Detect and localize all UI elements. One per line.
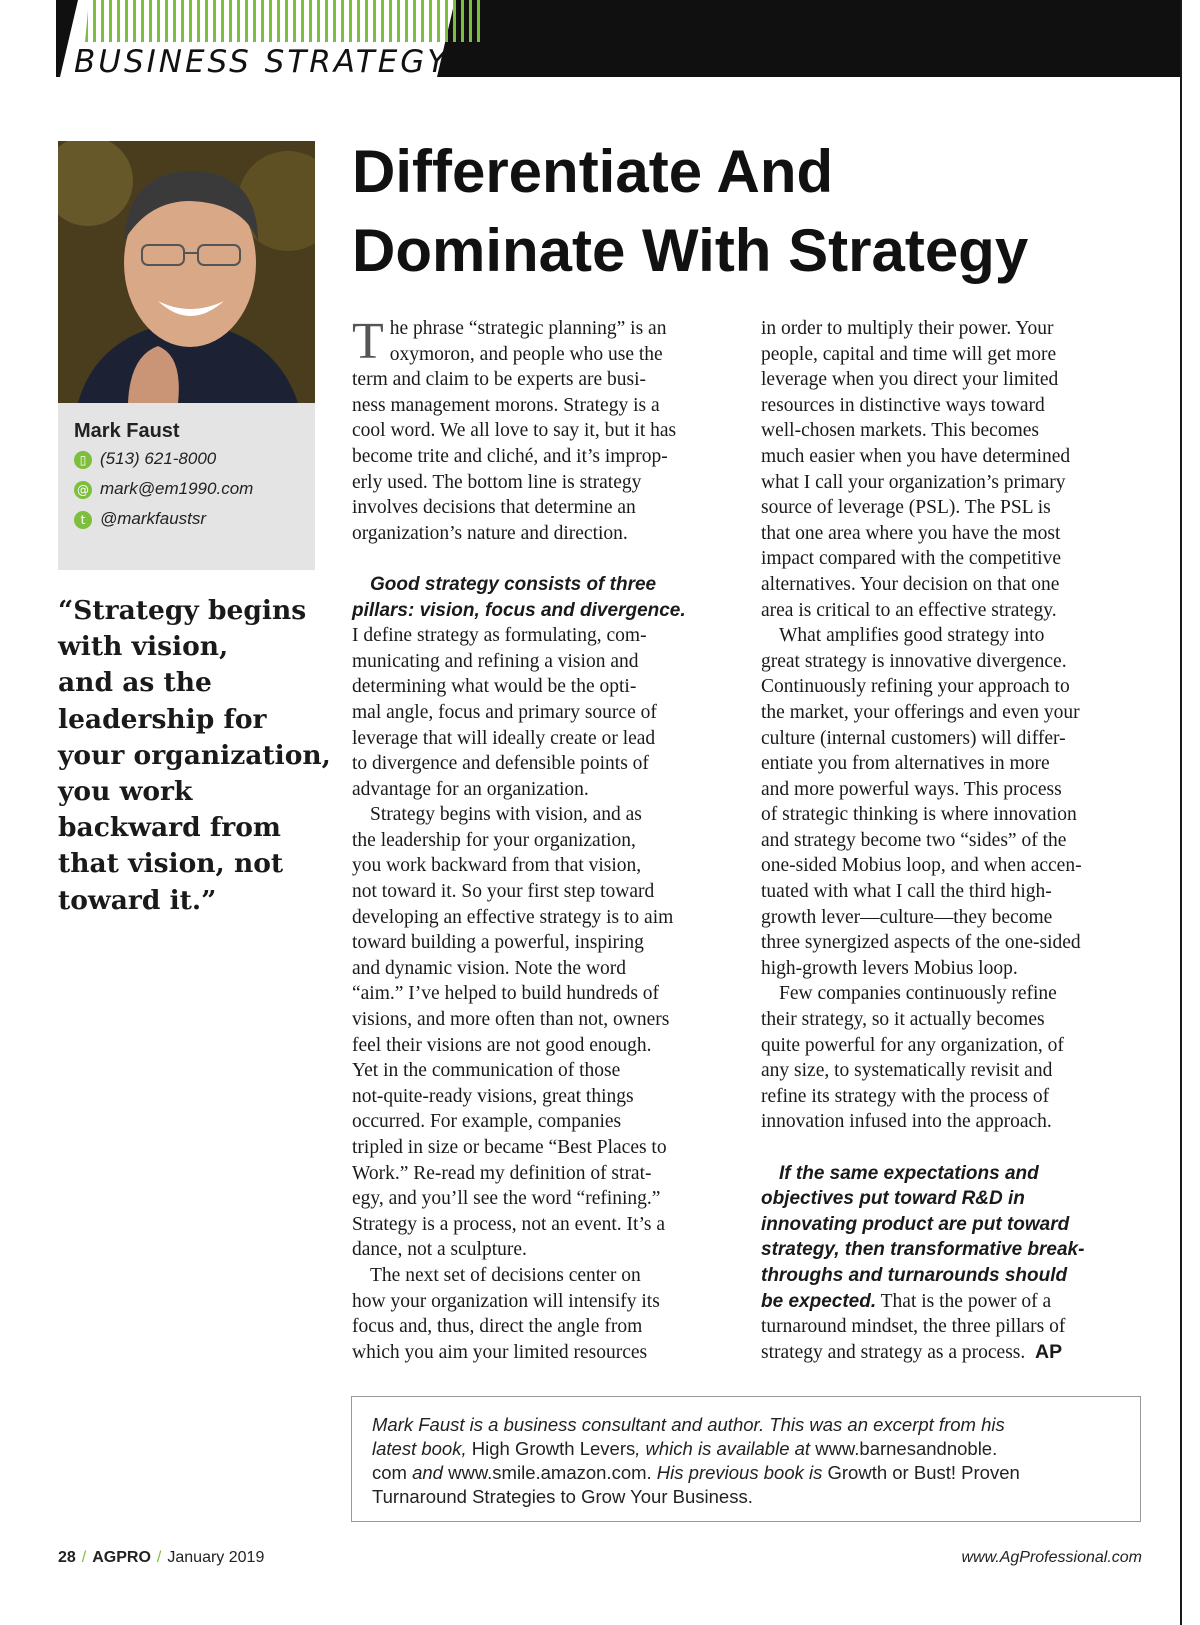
link-barnesandnoble-end[interactable]: com — [372, 1462, 407, 1483]
body-line: much easier when you have determined — [761, 445, 1071, 467]
body-line: tuated with what I call the third high- — [761, 881, 1052, 903]
author-name: Mark Faust — [74, 420, 180, 442]
body-line: turnaround mindset, the three pillars of — [761, 1316, 1066, 1338]
body-line: three synergized aspects of the one-sided — [761, 932, 1081, 954]
body-line: leverage that will ideally create or lead — [352, 727, 656, 749]
section-label: BUSINESS STRATEGY — [74, 44, 450, 80]
pull-quote-line: with vision, — [58, 631, 229, 663]
body-line: one-sided Mobius loop, and when accen- — [761, 855, 1082, 877]
footer-website[interactable]: www.AgProfessional.com — [961, 1549, 1142, 1566]
paragraph-gap — [352, 546, 686, 572]
body-line: what I call your organization’s primary — [761, 471, 1066, 493]
author-portrait-illustration — [58, 141, 315, 403]
lead-in-line: strategy, then transformative break- — [761, 1239, 1085, 1261]
body-line: of strategic thinking is where innovation — [761, 804, 1077, 826]
previous-book-title: Growth or Bust! Proven — [822, 1462, 1020, 1483]
issue-date: January 2019 — [167, 1549, 265, 1566]
separator: / — [156, 1549, 162, 1566]
body-line: involves decisions that determine an — [352, 497, 636, 519]
body-line: to divergence and defensible points of — [352, 753, 649, 775]
lead-in-line: Good strategy consists of three — [370, 573, 657, 595]
email-icon: @ — [74, 481, 92, 499]
pull-quote-line: that vision, not — [58, 848, 284, 880]
body-line: their strategy, so it actually becomes — [761, 1009, 1045, 1031]
bio-text: Mark Faust is a business consultant and author. This was an excerpt from his — [372, 1414, 1005, 1435]
body-line: and more powerful ways. This process — [761, 778, 1062, 800]
body-line: not toward it. So your first step toward — [352, 881, 655, 903]
body-line: determining what would be the opti- — [352, 676, 637, 698]
body-line: Strategy is a process, not an event. It’s a — [352, 1213, 665, 1235]
header-stripes — [85, 0, 485, 42]
body-line: municating and refining a vision and — [352, 650, 639, 672]
pull-quote-line: your organization, — [58, 739, 331, 771]
lead-in-line: pillars: vision, focus and divergence. — [352, 599, 686, 621]
body-line: Few companies continuously refine — [779, 983, 1057, 1005]
magazine-name: AGPRO — [92, 1549, 151, 1566]
twitter-icon: t — [74, 511, 92, 529]
contact-twitter — [74, 508, 206, 530]
body-line: entiate you from alternatives in more — [761, 753, 1050, 775]
body-line: high-growth levers Mobius loop. — [761, 957, 1018, 979]
author-photo — [58, 141, 315, 403]
link-barnesandnoble[interactable]: www.barnesandnoble. — [810, 1438, 998, 1459]
previous-book-title-end: Turnaround Strategies to Grow Your Business. — [372, 1486, 753, 1507]
body-line: What amplifies good strategy into — [779, 625, 1045, 647]
body-line: Continuously refining your approach to — [761, 676, 1070, 698]
author-bio-box — [351, 1396, 1141, 1522]
headline-line: Differentiate And — [352, 138, 834, 205]
body-line: mal angle, focus and primary source of — [352, 701, 657, 723]
body-line: developing an effective strategy is to aim — [352, 906, 674, 928]
body-line: alternatives. Your decision on that one — [761, 573, 1060, 595]
body-line: tripled in size or became “Best Places to — [352, 1137, 667, 1158]
bio-text: latest book, — [372, 1438, 467, 1459]
paragraph-gap — [761, 1135, 1084, 1161]
body-line: source of leverage (PSL). The PSL is — [761, 497, 1051, 519]
body-line: visions, and more often than not, owners — [352, 1009, 670, 1031]
body-line: ness management morons. Strategy is a — [352, 394, 660, 416]
article-headline — [352, 132, 1028, 290]
body-line: cool word. We all love to say it, but it has — [352, 420, 677, 442]
twitter-handle[interactable]: @markfaustsr — [100, 509, 207, 528]
link-amazon[interactable]: www.smile.amazon.com. — [442, 1462, 652, 1483]
body-line: and strategy become two “sides” of the — [761, 829, 1067, 851]
body-line: resources in distinctive ways toward — [761, 394, 1045, 416]
phone-icon: ▯ — [74, 451, 92, 469]
body-line: feel their visions are not good enough. — [352, 1034, 652, 1056]
body-line: culture (internal customers) will differ- — [761, 727, 1066, 749]
body-line: and dynamic vision. Note the word — [352, 957, 627, 979]
body-line: not-quite-ready visions, great things — [352, 1085, 634, 1107]
final-line — [761, 1340, 1084, 1366]
book-title: High Growth Levers — [466, 1438, 636, 1459]
pull-quote-line: and as the — [58, 667, 212, 699]
pull-quote — [58, 593, 331, 919]
body-line: dance, not a sculpture. — [352, 1239, 527, 1261]
pull-quote-line: backward from — [58, 812, 281, 844]
dropcap: T — [352, 313, 384, 370]
page-number: 28 — [58, 1549, 76, 1566]
body-line: The next set of decisions center on — [370, 1264, 641, 1286]
body-line: in order to multiply their power. Your — [761, 318, 1054, 339]
article-column-2 — [761, 316, 1084, 1365]
body-line: erly used. The bottom line is strategy — [352, 471, 642, 493]
body-line: Strategy begins with vision, and as — [370, 804, 642, 826]
body-line: I define strategy as formulating, com- — [352, 625, 647, 647]
body-line: advantage for an organization. — [352, 778, 589, 800]
body-line: the leadership for your organization, — [352, 829, 636, 851]
body-line: term and claim to be experts are busi- — [352, 369, 647, 391]
separator: / — [81, 1549, 87, 1566]
article-column-1 — [352, 313, 686, 1365]
body-line: well-chosen markets. This becomes — [761, 420, 1039, 442]
body-line: that one area where you have the most — [761, 522, 1061, 544]
headline-line: Dominate With Strategy — [352, 217, 1029, 284]
lead-in-end: be expected. — [761, 1290, 877, 1312]
body-line: impact compared with the competitive — [761, 548, 1061, 570]
body-line: Yet in the communication of those — [352, 1060, 621, 1082]
body-line: quite powerful for any organization, of — [761, 1034, 1064, 1056]
body-line: which you aim your limited resources — [352, 1341, 648, 1363]
mixed-line — [761, 1289, 1084, 1315]
body-line: people, capital and time will get more — [761, 343, 1057, 365]
body-line: leverage when you direct your limited — [761, 369, 1059, 391]
pull-quote-line: “Strategy begins — [58, 595, 307, 626]
lead-in-line: throughs and turnarounds should — [761, 1264, 1068, 1286]
body-line: innovation infused into the approach. — [761, 1111, 1052, 1133]
body-line: become trite and cliché, and it’s improp- — [352, 445, 668, 467]
pull-quote-line: you work — [58, 776, 193, 808]
phone-number: (513) 621-8000 — [100, 449, 217, 468]
body-line: egy, and you’ll see the word “refining.” — [352, 1188, 661, 1210]
body-line: “aim.” I’ve helped to build hundreds of — [352, 983, 660, 1005]
body-line: how your organization will intensify its — [352, 1290, 660, 1312]
end-mark: AP — [1035, 1340, 1063, 1363]
bio-text: and — [406, 1462, 443, 1483]
email-address[interactable]: mark@em1990.com — [100, 479, 254, 498]
bio-text: His previous book is — [651, 1462, 823, 1483]
contact-phone — [74, 448, 216, 470]
lead-in-line: innovating product are put toward — [761, 1213, 1070, 1235]
contact-email — [74, 478, 253, 500]
body-line: you work backward from that vision, — [352, 855, 642, 877]
lead-in-line: If the same expectations and — [779, 1162, 1039, 1184]
body-text: That is the power of a — [876, 1290, 1052, 1312]
body-line: area is critical to an effective strategy. — [761, 599, 1057, 621]
body-text: strategy and strategy as a process. — [761, 1341, 1026, 1363]
page-edge-rule — [1180, 0, 1182, 1625]
footer-folio — [58, 1549, 264, 1567]
pull-quote-line: leadership for — [58, 703, 267, 735]
dropcap-paragraph-start — [352, 313, 686, 370]
body-line: occurred. For example, companies — [352, 1111, 622, 1133]
body-line: refine its strategy with the process of — [761, 1085, 1050, 1107]
lead-in-line: objectives put toward R&D in — [761, 1188, 1025, 1210]
body-line: great strategy is innovative divergence. — [761, 650, 1067, 672]
body-line: focus and, thus, direct the angle from — [352, 1316, 643, 1338]
body-line: any size, to systematically revisit and — [761, 1060, 1053, 1082]
body-line: Work.” Re-read my definition of strat- — [352, 1162, 652, 1184]
body-line: organization’s nature and direction. — [352, 522, 628, 544]
bio-text: , which is available at — [635, 1438, 811, 1459]
pull-quote-line: toward it.” — [58, 884, 217, 916]
body-line: he phrase “strategic planning” is an — [389, 318, 667, 339]
body-line: oxymoron, and people who use the — [389, 343, 663, 365]
body-line: growth lever—culture—they become — [761, 906, 1053, 928]
body-line: the market, your offerings and even your — [761, 701, 1080, 723]
body-line: toward building a powerful, inspiring — [352, 932, 644, 954]
